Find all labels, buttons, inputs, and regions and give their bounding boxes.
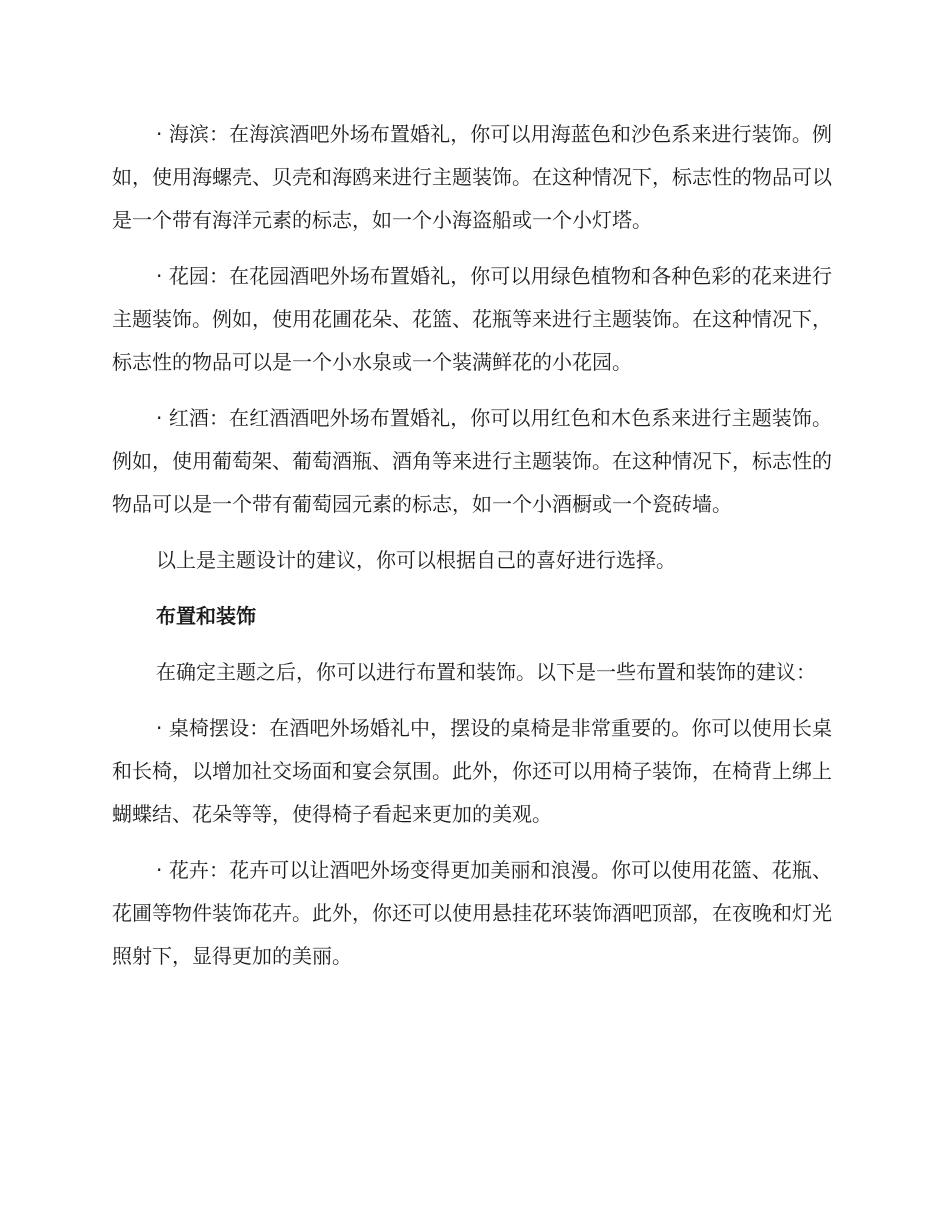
- section-heading: 布置和装饰: [156, 604, 256, 628]
- document-page: [112, 113, 832, 991]
- paragraph-flowers: · 花卉：花卉可以让酒吧外场变得更加美丽和浪漫。你可以使用花篮、花瓶、花圃等物件装饰花卉。此外，你还可以使用悬挂花环装饰酒吧顶部，在夜晚和灯光照射下，显得更加的美丽。: [112, 858, 832, 968]
- paragraph-summary: 以上是主题设计的建议，你可以根据自己的喜好进行选择。: [156, 548, 676, 572]
- paragraph-garden: · 花园：在花园酒吧外场布置婚礼，你可以用绿色植物和各种色彩的花来进行主题装饰。例如，使用花圃花朵、花篮、花瓶等来进行主题装饰。在这种情况下，标志性的物品可以是一个小水泉或一个装满鲜花的小花园。: [112, 264, 832, 374]
- paragraph-tables-chairs: · 桌椅摆设：在酒吧外场婚礼中，摆设的桌椅是非常重要的。你可以使用长桌和长椅，以增加社交场面和宴会氛围。此外，你还可以用椅子装饰，在椅背上绑上蝴蝶结、花朵等等，使得椅子看起来更加的美观。: [112, 716, 832, 826]
- paragraph-intro: 在确定主题之后，你可以进行布置和装饰。以下是一些布置和装饰的建议：: [156, 660, 816, 684]
- paragraph-red-wine: · 红酒：在红酒酒吧外场布置婚礼，你可以用红色和木色系来进行主题装饰。例如，使用葡萄架、葡萄酒瓶、酒角等来进行主题装饰。在这种情况下，标志性的物品可以是一个带有葡萄园元素的标志，如一个小酒橱或一个瓷砖墙。: [112, 406, 832, 516]
- paragraph-seaside: · 海滨：在海滨酒吧外场布置婚礼，你可以用海蓝色和沙色系来进行装饰。例如，使用海螺壳、贝壳和海鸥来进行主题装饰。在这种情况下，标志性的物品可以是一个带有海洋元素的标志，如一个小海盗船或一个小灯塔。: [112, 122, 832, 232]
